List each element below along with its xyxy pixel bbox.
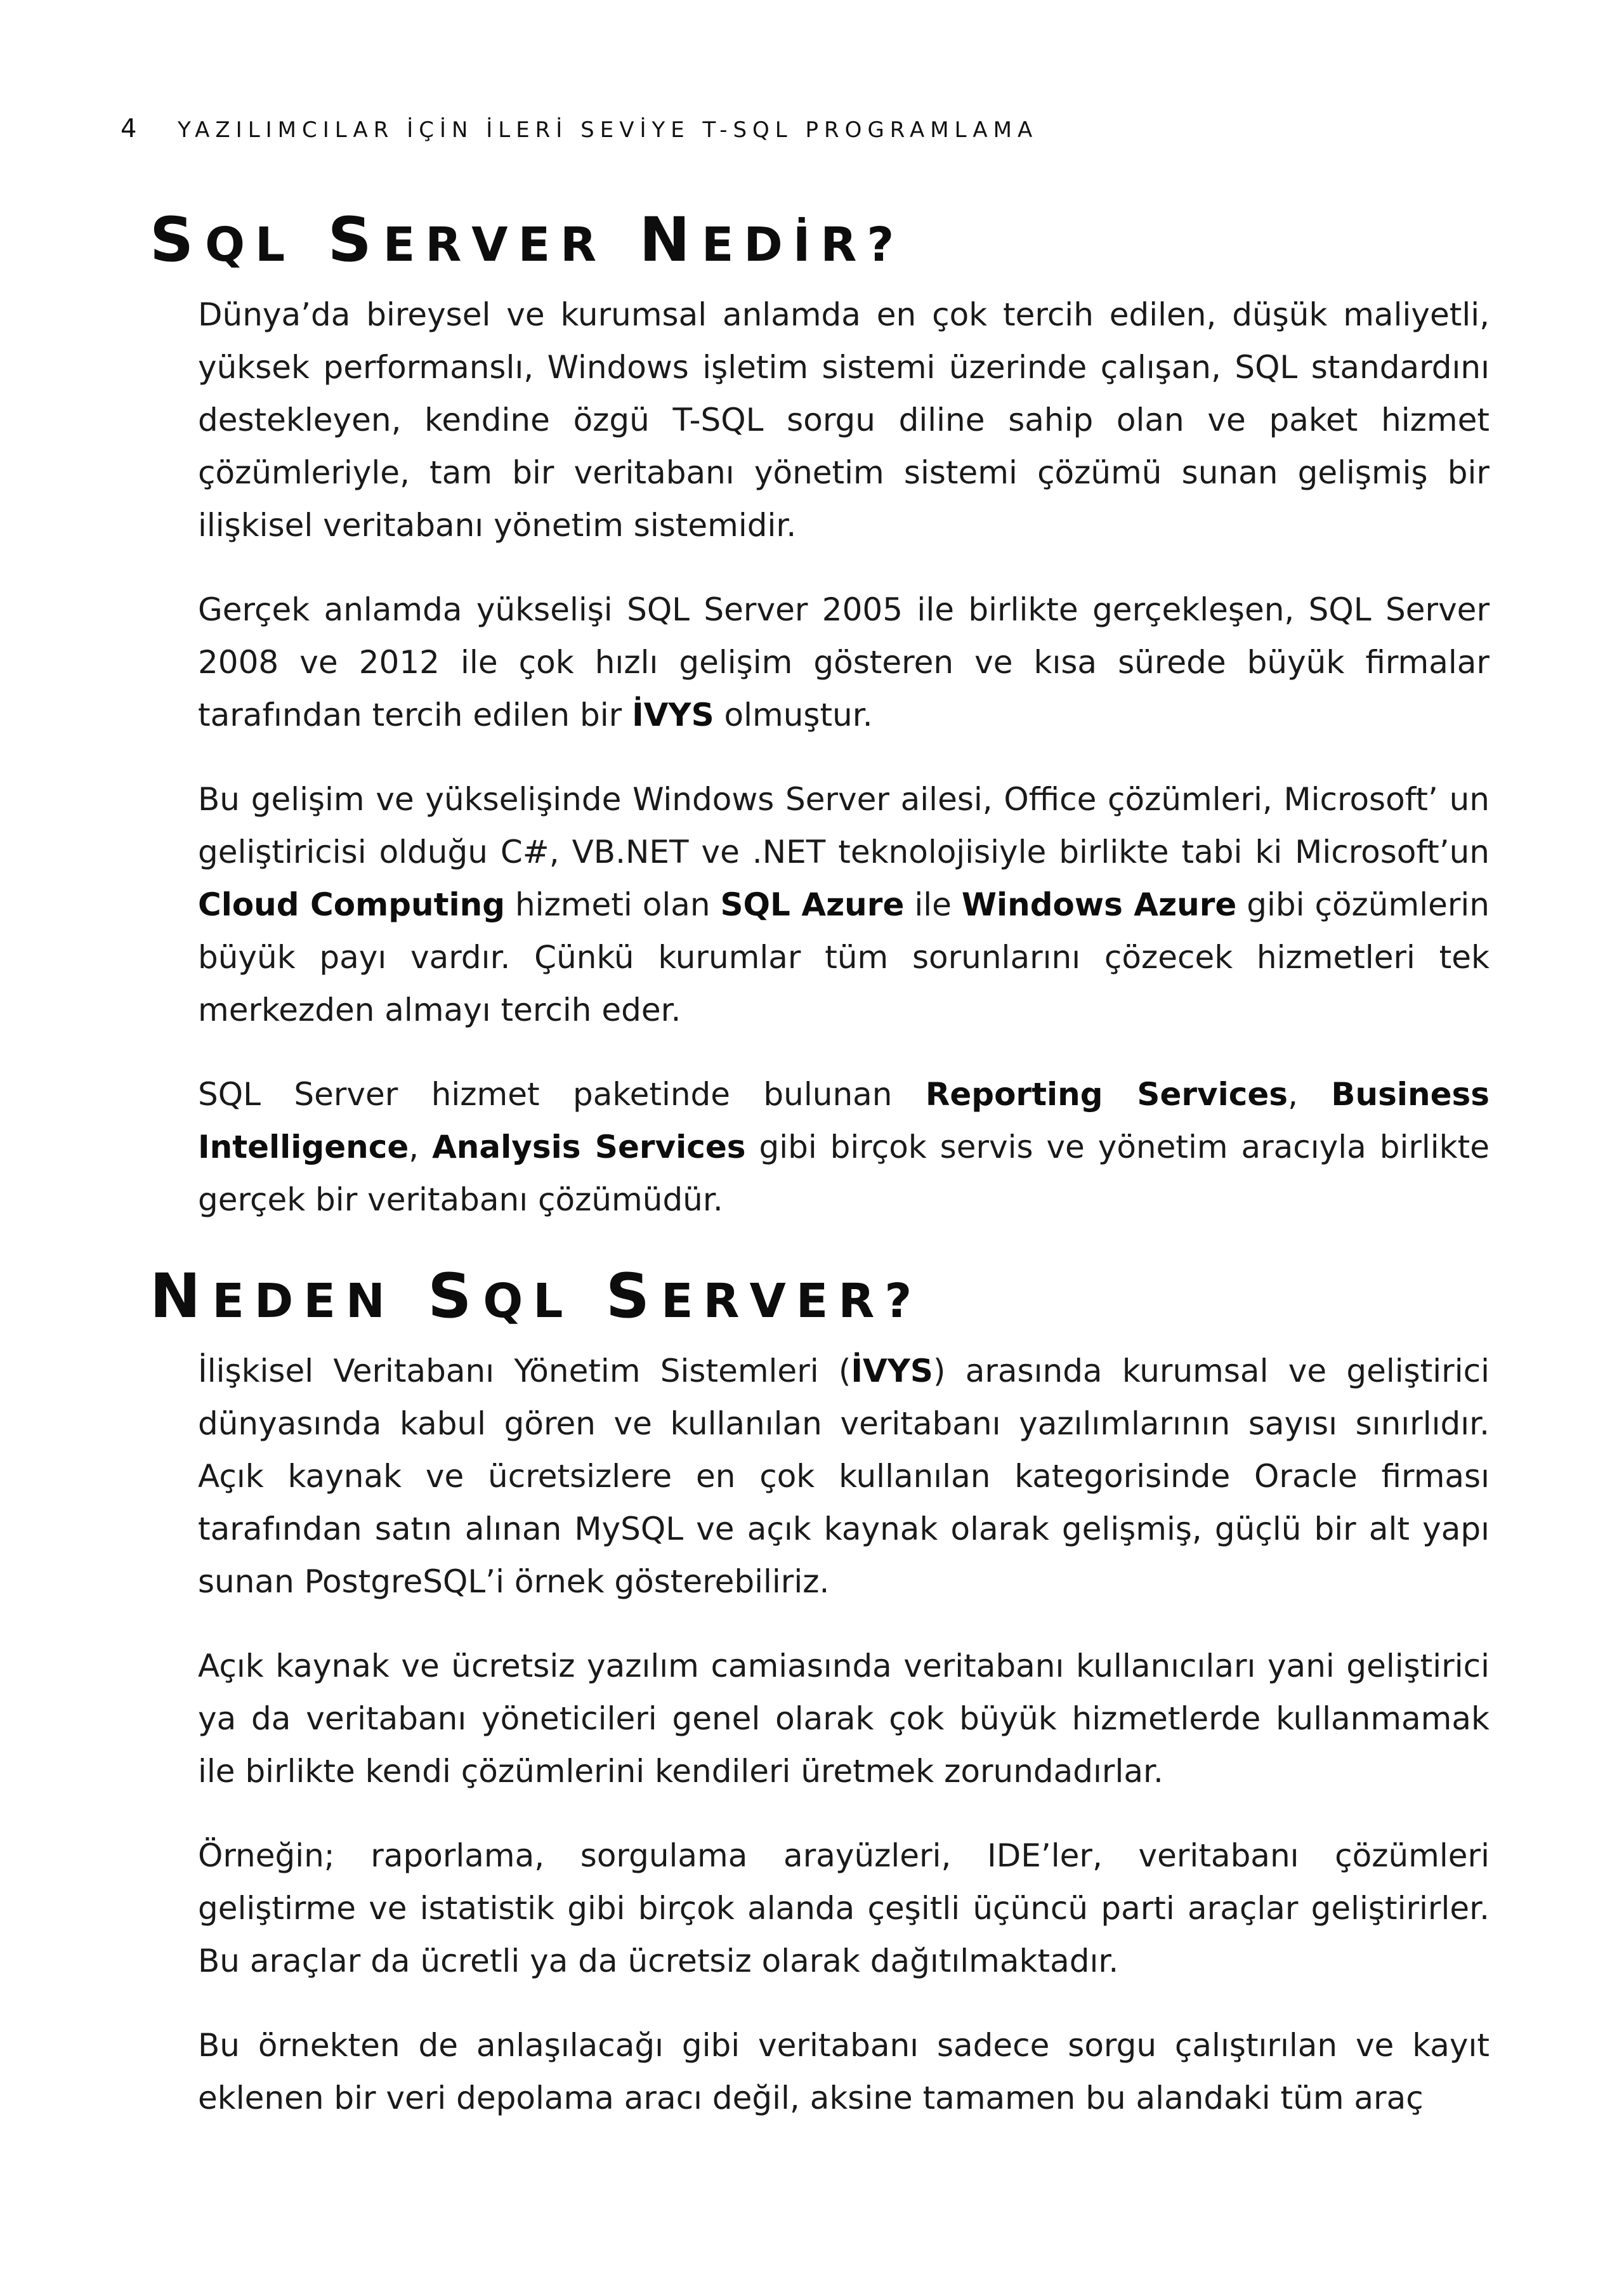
paragraph-text: gibi birçok servis ve yönetim aracıyla birlikte gerçek bir veritabanı çözümüdür. bbox=[198, 1129, 1490, 1218]
paragraph-text: hizmeti olan bbox=[505, 886, 721, 923]
paragraph-text: İlişkisel Veritabanı Yönetim Sistemleri ( bbox=[198, 1353, 851, 1389]
bold-term: Windows Azure bbox=[961, 886, 1237, 923]
paragraph-text: , bbox=[1288, 1076, 1332, 1113]
paragraph bbox=[198, 289, 1490, 552]
bold-term: İVYS bbox=[632, 697, 714, 733]
paragraph-text: olmuştur. bbox=[714, 697, 873, 733]
section-heading-neden-sql-server bbox=[150, 1261, 922, 1332]
heading-rest: EDİR? bbox=[701, 218, 905, 272]
heading-cap: S bbox=[327, 204, 383, 275]
paragraph-text: Dünya’da bireysel ve kurumsal anlamda en çok tercih edilen, düşük maliyetli, yüksek performanslı, Windows işletim sistemi üzerinde çalışan, SQL standardını destekleyen, kendine özgü T-SQL sorgu diline sahip olan ve paket hizmet çözümleriyle, tam bir veritabanı yönetim sistemi çözümü sunan gelişmiş bir ilişkisel veritabanı yönetim sistemidir. bbox=[198, 296, 1490, 544]
heading-cap: S bbox=[150, 204, 206, 275]
bold-term: Business Intelligence bbox=[198, 1076, 1490, 1165]
paragraph bbox=[198, 584, 1490, 742]
heading-cap: N bbox=[639, 204, 702, 275]
heading-rest: EDEN bbox=[212, 1274, 395, 1328]
paragraph-text: SQL Server hizmet paketinde bulunan bbox=[198, 1076, 926, 1113]
running-head bbox=[121, 114, 1038, 143]
heading-cap: S bbox=[605, 1261, 661, 1332]
paragraph bbox=[198, 1345, 1490, 1608]
heading-rest: ERVER? bbox=[661, 1274, 922, 1328]
page-number: 4 bbox=[121, 114, 142, 143]
paragraph-text: ile bbox=[904, 886, 962, 923]
paragraph bbox=[198, 1640, 1490, 1798]
paragraph-text: Gerçek anlamda yükselişi SQL Server 2005 ile birlikte gerçekleşen, SQL Server 2008 ve 2012 ile çok hızlı gelişim gösteren ve kısa sürede büyük firmalar tarafından tercih edilen bir bbox=[198, 591, 1490, 733]
paragraph-text: gibi çözümlerin büyük payı vardır. Çünkü kurumlar tüm sorunlarını çözecek hizmetleri tek merkezden almayı tercih eder. bbox=[198, 886, 1490, 1028]
bold-term: İVYS bbox=[851, 1353, 933, 1389]
paragraph-text: , bbox=[409, 1129, 433, 1165]
paragraph-text: Bu örnekten de anlaşılacağı gibi veritabanı sadece sorgu çalıştırılan ve kayıt eklenen bir veri depolama aracı değil, aksine tamamen bu alandaki tüm araç bbox=[198, 2027, 1490, 2116]
bold-term: Analysis Services bbox=[432, 1129, 746, 1165]
paragraph-text: Örneğin; raporlama, sorgulama arayüzleri, IDE’ler, veritabanı çözümleri geliştirme ve istatistik gibi birçok alanda çeşitli üçüncü parti araçlar geliştirirler. Bu araçlar da ücretli ya da ücretsiz olarak dağıtılmaktadır. bbox=[198, 1837, 1490, 1979]
section-body bbox=[198, 1345, 1490, 2125]
paragraph bbox=[198, 1830, 1490, 1988]
paragraph-text: Bu gelişim ve yükselişinde Windows Server ailesi, Office çözümleri, Microsoft’ un geliştiricisi olduğu C#, VB.NET ve .NET teknolojisiyle birlikte tabi ki Microsoft’un bbox=[198, 781, 1490, 870]
heading-rest: QL bbox=[205, 218, 296, 272]
paragraph bbox=[198, 773, 1490, 1037]
book-title: YAZILIMCILAR İÇİN İLERİ SEVİYE T-SQL PROGRAMLAMA bbox=[178, 117, 1038, 143]
bold-term: Cloud Computing bbox=[198, 886, 506, 923]
bold-term: SQL Azure bbox=[720, 886, 905, 923]
heading-cap: S bbox=[428, 1261, 483, 1332]
heading-rest: QL bbox=[483, 1274, 573, 1328]
section-body bbox=[198, 289, 1490, 1226]
paragraph bbox=[198, 1068, 1490, 1226]
paragraph-text: Açık kaynak ve ücretsiz yazılım camiasında veritabanı kullanıcıları yani geliştirici ya da veritabanı yöneticileri genel olarak çok büyük hizmetlerde kullanmamak ile birlikte kendi çözümlerini kendileri üretmek zorundadırlar. bbox=[198, 1648, 1490, 1790]
bold-term: Reporting Services bbox=[925, 1076, 1288, 1113]
heading-rest: ERVER bbox=[383, 218, 607, 272]
paragraph bbox=[198, 2019, 1490, 2125]
heading-cap: N bbox=[150, 1261, 213, 1332]
section-heading-sql-server-nedir bbox=[150, 204, 905, 275]
paragraph-text: ) arasında kurumsal ve geliştirici dünyasında kabul gören ve kullanılan veritabanı yazılımlarının sayısı sınırlıdır. Açık kaynak ve ücretsizlere en çok kullanılan kategorisinde Oracle firması tarafından satın alınan MySQL ve açık kaynak olarak gelişmiş, güçlü bir alt yapı sunan PostgreSQL’i örnek gösterebiliriz. bbox=[198, 1353, 1490, 1600]
